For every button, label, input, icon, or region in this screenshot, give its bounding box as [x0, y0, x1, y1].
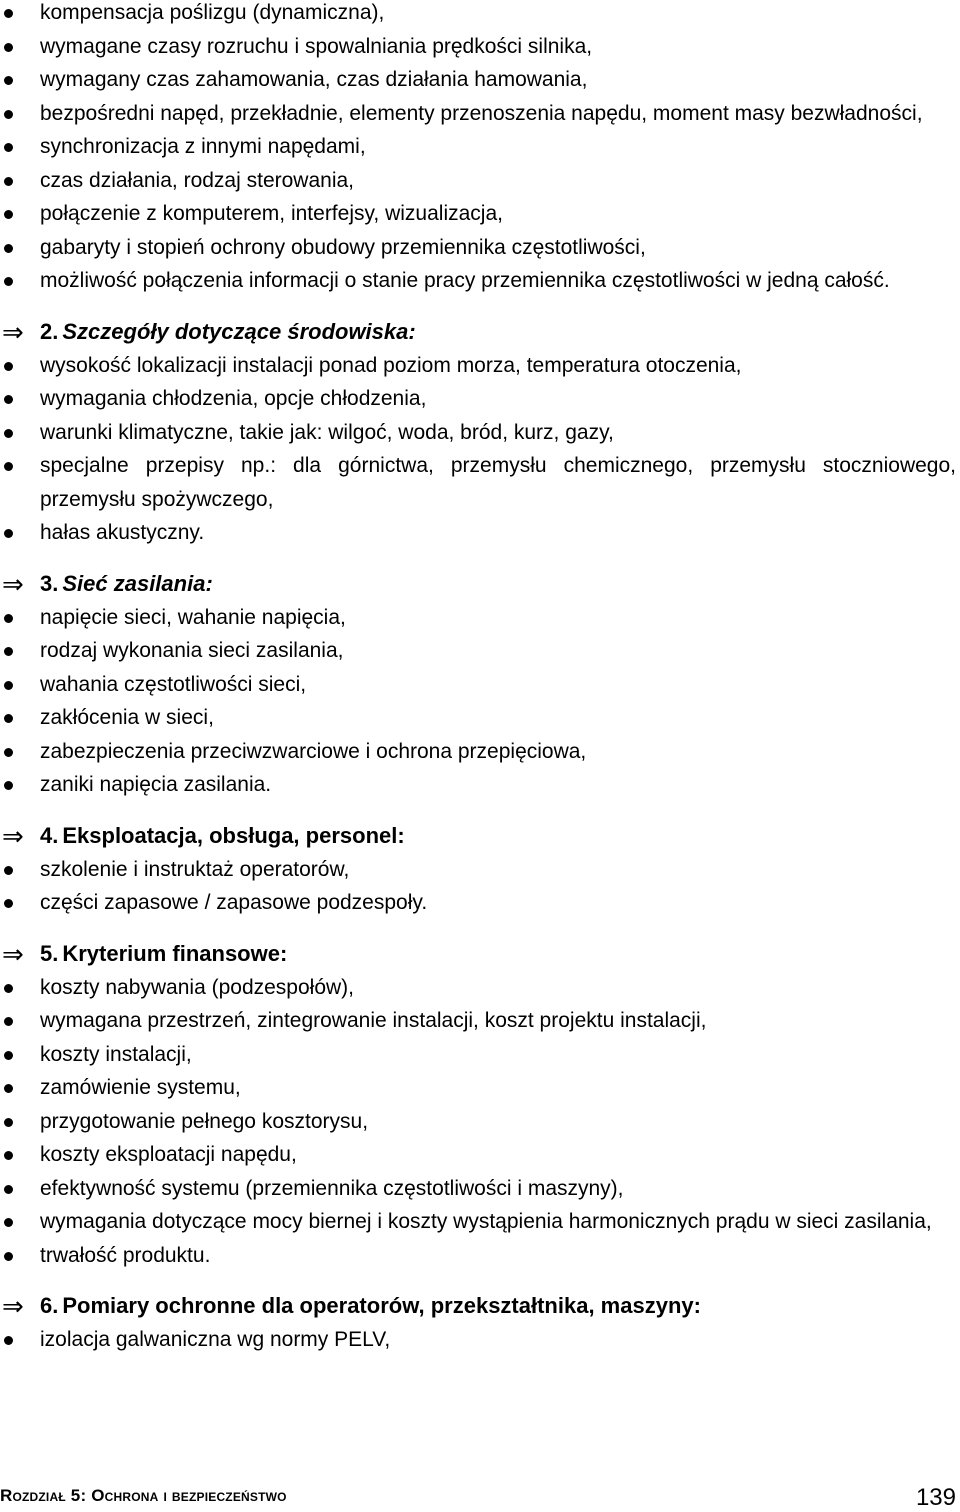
- bullet-icon: [4, 244, 13, 253]
- list-item: [0, 768, 960, 802]
- list-item-text: synchronizacja z innymi napędami,: [40, 135, 366, 158]
- list-item: [0, 30, 960, 64]
- section-title: Sieć zasilania:: [62, 570, 213, 596]
- bullet-icon: [4, 1336, 13, 1345]
- section-heading: [0, 315, 960, 349]
- bullet-icon: [4, 1051, 13, 1060]
- list-item: [0, 853, 960, 887]
- page-number: 139: [915, 1484, 956, 1511]
- list-item: [0, 1004, 960, 1038]
- list-item-text: kompensacja poślizgu (dynamiczna),: [40, 1, 385, 24]
- list-item: [0, 1323, 960, 1357]
- list-item: [0, 1239, 960, 1273]
- section-title: Eksploatacja, obsługa, personel:: [62, 822, 405, 848]
- bullet-icon: [4, 76, 13, 85]
- section-title: Szczegóły dotyczące środowiska:: [62, 318, 416, 344]
- bullet-icon: [4, 462, 13, 471]
- list-item: [0, 1038, 960, 1072]
- list-item-text: specjalne przepisy np.: dla górnictwa, przemysłu chemicznego, przemysłu stoczniowego, przemysłu spożywczego,: [40, 454, 956, 511]
- double-arrow-icon: ⇒: [2, 1291, 24, 1321]
- bullet-icon: [4, 177, 13, 186]
- list-item-text: koszty instalacji,: [40, 1042, 192, 1066]
- list-item: [0, 264, 960, 298]
- list-item-text: zaniki napięcia zasilania.: [40, 773, 272, 796]
- list-item-text: wymagania chłodzenia, opcje chłodzenia,: [40, 387, 427, 410]
- list-item-text: rodzaj wykonania sieci zasilania,: [40, 639, 344, 662]
- bullet-icon: [4, 429, 13, 438]
- list-item-text: zakłócenia w sieci,: [40, 706, 214, 729]
- section-number: 2.: [40, 318, 59, 344]
- bullet-icon: [4, 529, 13, 538]
- list-item-text: wymagana przestrzeń, zintegrowanie instalacji, koszt projektu instalacji,: [40, 1009, 707, 1032]
- list-item: [0, 1172, 960, 1206]
- bullet-icon: [4, 1185, 13, 1194]
- section-title: Kryterium finansowe:: [62, 940, 288, 966]
- bullet-icon: [4, 110, 13, 119]
- list-item-text: szkolenie i instruktaż operatorów,: [40, 857, 350, 881]
- list-item: [0, 1138, 960, 1172]
- bullet-icon: [4, 362, 13, 371]
- page-footer: [0, 1486, 960, 1511]
- bullet-icon: [4, 9, 13, 18]
- list-item-text: części zapasowe / zapasowe podzespoły.: [40, 891, 428, 914]
- bullet-icon: [4, 210, 13, 219]
- list-item-text: wymagania dotyczące mocy biernej i koszty wystąpienia harmonicznych prądu w sieci zasilania,: [40, 1210, 932, 1233]
- chapter-title: Rozdział 5: Ochrona i bezpieczeństwo: [0, 1486, 287, 1505]
- list-item-text: wymagane czasy rozruchu i spowalniania prędkości silnika,: [40, 34, 593, 58]
- bullet-icon: [4, 647, 13, 656]
- list-item-text: izolacja galwaniczna wg normy PELV,: [40, 1328, 391, 1351]
- list-item-text: wymagany czas zahamowania, czas działania hamowania,: [40, 68, 588, 91]
- bullet-icon: [4, 748, 13, 757]
- list-item: [0, 1071, 960, 1105]
- bullet-icon: [4, 1151, 13, 1160]
- list-item: [0, 449, 960, 516]
- list-item-text: hałas akustyczny.: [40, 521, 205, 544]
- list-item-text: warunki klimatyczne, takie jak: wilgoć, woda, bród, kurz, gazy,: [40, 420, 614, 444]
- list-item: [0, 886, 960, 920]
- list-item-text: efektywność systemu (przemiennika częstotliwości i maszyny),: [40, 1176, 624, 1200]
- list-item: [0, 0, 960, 30]
- list-item: [0, 1205, 960, 1239]
- bullet-icon: [4, 866, 13, 875]
- double-arrow-icon: ⇒: [2, 568, 24, 599]
- bullet-icon: [4, 899, 13, 908]
- section-number: 4.: [40, 822, 59, 848]
- bullet-icon: [4, 984, 13, 993]
- bullet-icon: [4, 681, 13, 690]
- bullet-icon: [4, 1017, 13, 1026]
- list-item-text: zabezpieczenia przeciwzwarciowe i ochrona przepięciowa,: [40, 739, 587, 763]
- bullet-icon: [4, 43, 13, 52]
- list-item-text: koszty eksploatacji napędu,: [40, 1143, 297, 1166]
- bullet-icon: [4, 143, 13, 152]
- list-item: [0, 668, 960, 702]
- bullet-icon: [4, 1252, 13, 1261]
- double-arrow-icon: ⇒: [2, 938, 24, 969]
- list-item: [0, 231, 960, 265]
- list-item: [0, 735, 960, 769]
- bullet-icon: [4, 1218, 13, 1227]
- section-heading: [0, 1289, 960, 1323]
- bullet-icon: [4, 395, 13, 404]
- list-item: [0, 97, 960, 131]
- double-arrow-icon: ⇒: [2, 820, 24, 851]
- list-item: [0, 416, 960, 450]
- list-item: [0, 701, 960, 735]
- list-item-text: gabaryty i stopień ochrony obudowy przemiennika częstotliwości,: [40, 235, 646, 259]
- list-item: [0, 634, 960, 668]
- section-number: 6.: [40, 1293, 59, 1318]
- section-heading: [0, 937, 960, 971]
- list-item-text: bezpośredni napęd, przekładnie, elementy przenoszenia napędu, moment masy bezwładności,: [40, 101, 923, 125]
- section-number: 5.: [40, 940, 59, 966]
- section-number: 3.: [40, 570, 59, 596]
- list-item-text: wysokość lokalizacji instalacji ponad poziom morza, temperatura otoczenia,: [40, 353, 742, 377]
- list-item-text: możliwość połączenia informacji o stanie pracy przemiennika częstotliwości w jedną całość.: [40, 269, 890, 292]
- list-item: [0, 63, 960, 97]
- list-item-text: napięcie sieci, wahanie napięcia,: [40, 605, 346, 629]
- list-item: [0, 197, 960, 231]
- list-item: [0, 130, 960, 164]
- list-item-text: przygotowanie pełnego kosztorysu,: [40, 1109, 369, 1133]
- list-item: [0, 164, 960, 198]
- bullet-icon: [4, 614, 13, 623]
- list-item: [0, 516, 960, 550]
- list-item: [0, 1105, 960, 1139]
- bullet-icon: [4, 1118, 13, 1127]
- list-item: [0, 349, 960, 383]
- bullet-icon: [4, 1084, 13, 1093]
- list-item: [0, 971, 960, 1005]
- list-item-text: trwałość produktu.: [40, 1243, 211, 1267]
- bullet-icon: [4, 714, 13, 723]
- list-item-text: koszty nabywania (podzespołów),: [40, 975, 354, 999]
- section-heading: [0, 567, 960, 601]
- list-item-text: połączenie z komputerem, interfejsy, wizualizacja,: [40, 202, 503, 225]
- list-item: [0, 601, 960, 635]
- bullet-icon: [4, 781, 13, 790]
- double-arrow-icon: ⇒: [2, 316, 24, 347]
- bullet-icon: [4, 277, 13, 286]
- section-title: Pomiary ochronne dla operatorów, przekształtnika, maszyny:: [62, 1293, 701, 1318]
- list-item-text: wahania częstotliwości sieci,: [40, 672, 307, 696]
- section-heading: [0, 819, 960, 853]
- list-item-text: czas działania, rodzaj sterowania,: [40, 168, 354, 192]
- list-item: [0, 382, 960, 416]
- list-item-text: zamówienie systemu,: [40, 1076, 241, 1099]
